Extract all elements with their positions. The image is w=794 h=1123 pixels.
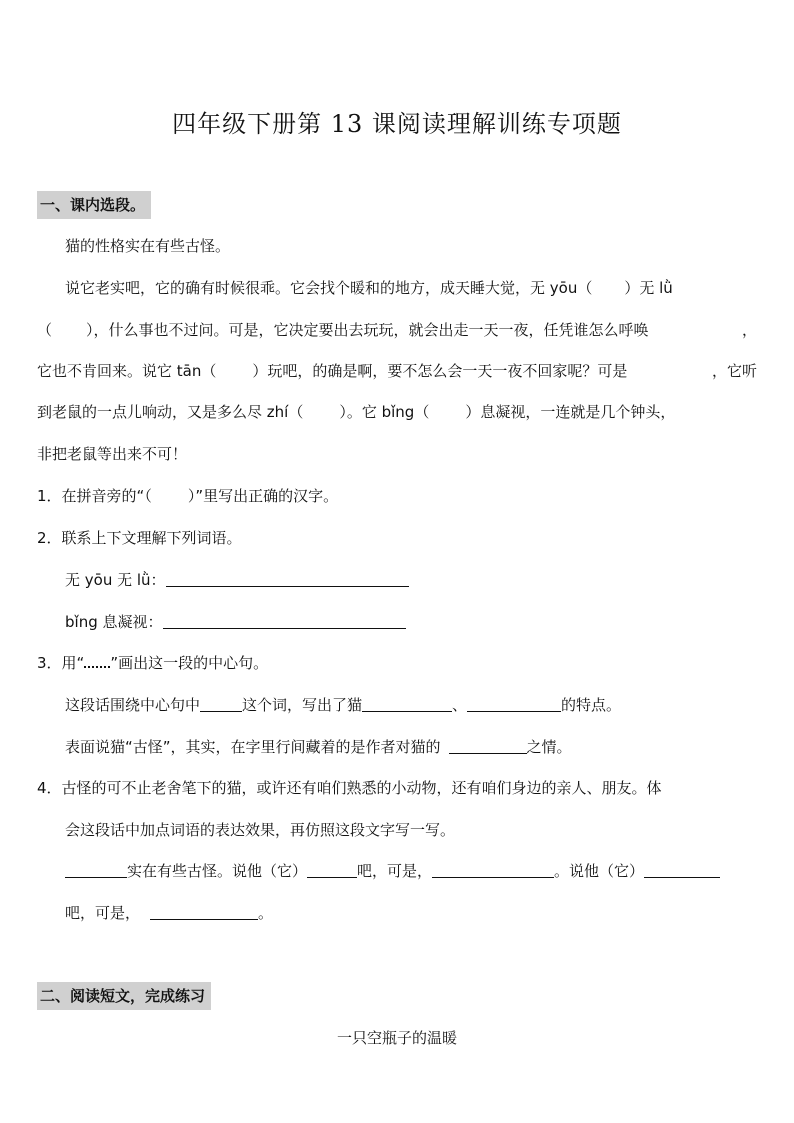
- answer-blank[interactable]: [166, 572, 409, 587]
- question-2: 2．联系上下文理解下列词语。: [37, 529, 242, 547]
- question-4-line-3: 实在有些古怪。说他（它） 吧，可是， 。说他（它）: [65, 861, 755, 881]
- answer-blank[interactable]: [432, 863, 554, 878]
- passage-line-2: 说它老实吧，它的确有时候很乖。它会找个暖和的地方，成天睡大觉，无 yōu（ ）无 lǜ: [65, 279, 673, 297]
- section-2-heading: 二、阅读短文，完成练习: [37, 982, 211, 1010]
- question-1: 1．在拼音旁的“（ ）”里写出正确的汉字。: [37, 487, 339, 505]
- question-4-line-1: 4．古怪的可不止老舍笔下的猫，或许还有咱们熟悉的小动物，还有咱们身边的亲人、朋友。体: [37, 779, 662, 797]
- answer-blank[interactable]: [163, 614, 406, 629]
- answer-blank[interactable]: [644, 863, 720, 878]
- question-2-item-2: bǐng 息凝视：: [65, 612, 755, 632]
- article-title: 一只空瓶子的温暖: [336, 1029, 457, 1047]
- question-2-item-1: 无 yōu 无 lǜ：: [65, 570, 755, 590]
- passage-line-1: 猫的性格实在有些古怪。: [65, 237, 231, 255]
- answer-blank[interactable]: [362, 697, 452, 712]
- question-3: 3．用“ ”画出这一段的中心句。: [37, 654, 269, 672]
- passage-line-3: （ ），什么事也不过问。可是，它决定要出去玩玩，就会出走一天一夜，任凭谁怎么呼唤 ，: [37, 321, 757, 339]
- question-3-line-2: 表面说猫“古怪”，其实，在字里行间藏着的是作者对猫的 之情。: [65, 738, 572, 756]
- answer-blank[interactable]: [150, 905, 258, 920]
- section-1-heading: 一、课内选段。: [37, 191, 151, 219]
- question-3-line-1: 这段话围绕中心句中 这个词，写出了猫 、 的特点。: [65, 696, 622, 714]
- passage-line-6: 非把老鼠等出来不可！: [37, 445, 188, 463]
- passage-line-4: 它也不肯回来。说它 tān（ ）玩吧，的确是啊，要不怎么会一天一夜不回家呢？可是 ，它听: [37, 362, 757, 380]
- answer-blank[interactable]: [307, 863, 357, 878]
- passage-line-5: 到老鼠的一点儿响动，又是多么尽 zhí（ ）。它 bǐng（ ）息凝视，一连就是几个钟头，: [37, 403, 676, 421]
- question-4-line-2: 会这段话中加点词语的表达效果，再仿照这段文字写一写。: [65, 821, 456, 839]
- wavy-underline-mark: [84, 656, 110, 668]
- answer-blank[interactable]: [467, 697, 561, 712]
- page-title: 四年级下册第 13 课阅读理解训练专项题: [172, 110, 622, 138]
- answer-blank[interactable]: [65, 863, 127, 878]
- answer-blank[interactable]: [449, 739, 527, 754]
- question-4-line-4: 吧，可是， 。: [65, 904, 274, 922]
- answer-blank[interactable]: [200, 697, 242, 712]
